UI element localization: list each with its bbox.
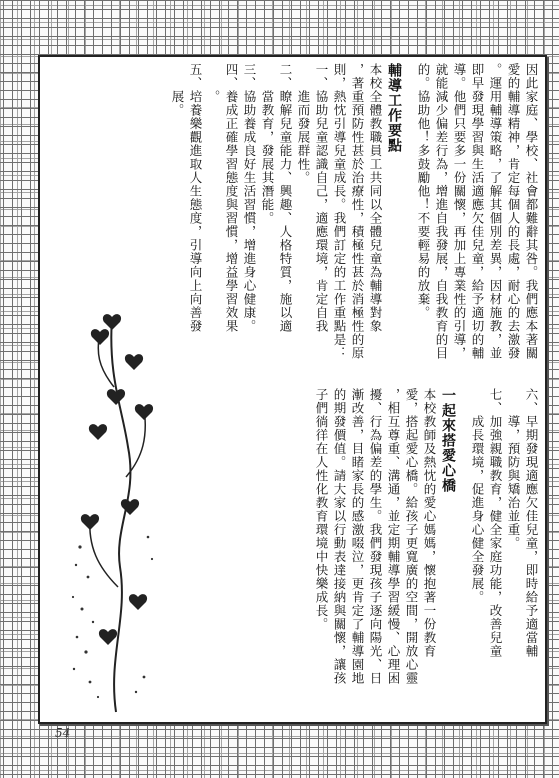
text-column: 進而發展群性。 (296, 63, 311, 185)
section-heading: 一起來搭愛心橋 (440, 388, 456, 493)
text-column: 二、瞭解兒童能力、興趣、人格特質，施以適 (278, 63, 293, 333)
text-column: 子們徜徉在人性化教育環境中快樂成長。 (314, 388, 329, 631)
text-column: 本校全體教職員工共同以全體兒童為輔導對象 (368, 63, 383, 333)
text-column: 因此家庭、學校、社會都難辭其咎。我們應本著關 (524, 63, 539, 360)
text-column: 就能減少偏差行為，增進自我發展，自我教育的目 (434, 63, 449, 360)
vertical-text-area (155, 63, 540, 713)
text-column: 導。他們只要多一份關懷，再加上專業性的引導， (452, 63, 467, 360)
text-column: ，著重預防性甚於治療性，積極性甚於消極性的原 (350, 63, 365, 360)
text-column: 一、協助兒童認識自己，適應環境，肯定自我 (314, 63, 329, 333)
text-column: 愛，搭起愛心橋。給孩子更寬廣的空間，開放心靈 (404, 388, 419, 685)
text-column: 導，預防與矯治並重。 (506, 388, 521, 550)
text-column: 五、培養樂觀進取人生態度，引導向上向善發 (188, 63, 203, 333)
text-column: 。 (206, 63, 221, 104)
text-column: ，相互尊重、溝通，並定期輔導學習緩慢、心理困 (386, 388, 401, 685)
text-column: 的。協助他！多鼓勵他！不要輕易的放棄。 (416, 63, 431, 320)
text-column: 成長環境，促進身心健全發展。 (470, 388, 485, 604)
heart-vine-illustration (68, 297, 158, 717)
text-column: 的期發價值。請大家以行動表達接納與關懷，讓孩 (332, 388, 347, 685)
column-spacer (404, 63, 414, 378)
text-column: 。運用輔導策略，了解其個別差異，因材施教，並 (488, 63, 503, 360)
section-heading: 輔導工作要點 (386, 63, 402, 153)
text-column: 三、協助養成良好生活習慣，增進身心健康。 (242, 63, 257, 333)
column-spacer (458, 388, 468, 703)
text-column: 即早發現學習與生活適應欠佳兒童，給予適切的輔 (470, 63, 485, 360)
text-column: 則，熱忱引導兒童成長。我們訂定的工作重點是： (332, 63, 347, 360)
text-column: 愛的輔導精神，肯定每個人的長處，耐心的去激發 (506, 63, 521, 360)
text-column: 本校教師及熱忱的愛心媽媽，懷抱著一份教育 (422, 388, 437, 658)
text-column: 漸改善，目睹家長的感激啜泣，更肯定了輔導園地 (350, 388, 365, 685)
document-page (38, 55, 547, 724)
page-number: 54 (55, 726, 71, 740)
text-column: 擾、行為偏差的學生。我們發現孩子逐向陽光、日 (368, 388, 383, 685)
text-column: 四、養成正確學習態度與習慣，增益學習效果 (224, 63, 239, 333)
text-column: 七、加強親職教育，健全家庭功能，改善兒童 (488, 388, 503, 658)
text-column: 當教育，發展其潛能。 (260, 63, 275, 225)
text-column: 六、早期發現適應欠佳兒童，即時給予適當輔 (524, 388, 539, 658)
text-column: 展。 (170, 63, 185, 117)
